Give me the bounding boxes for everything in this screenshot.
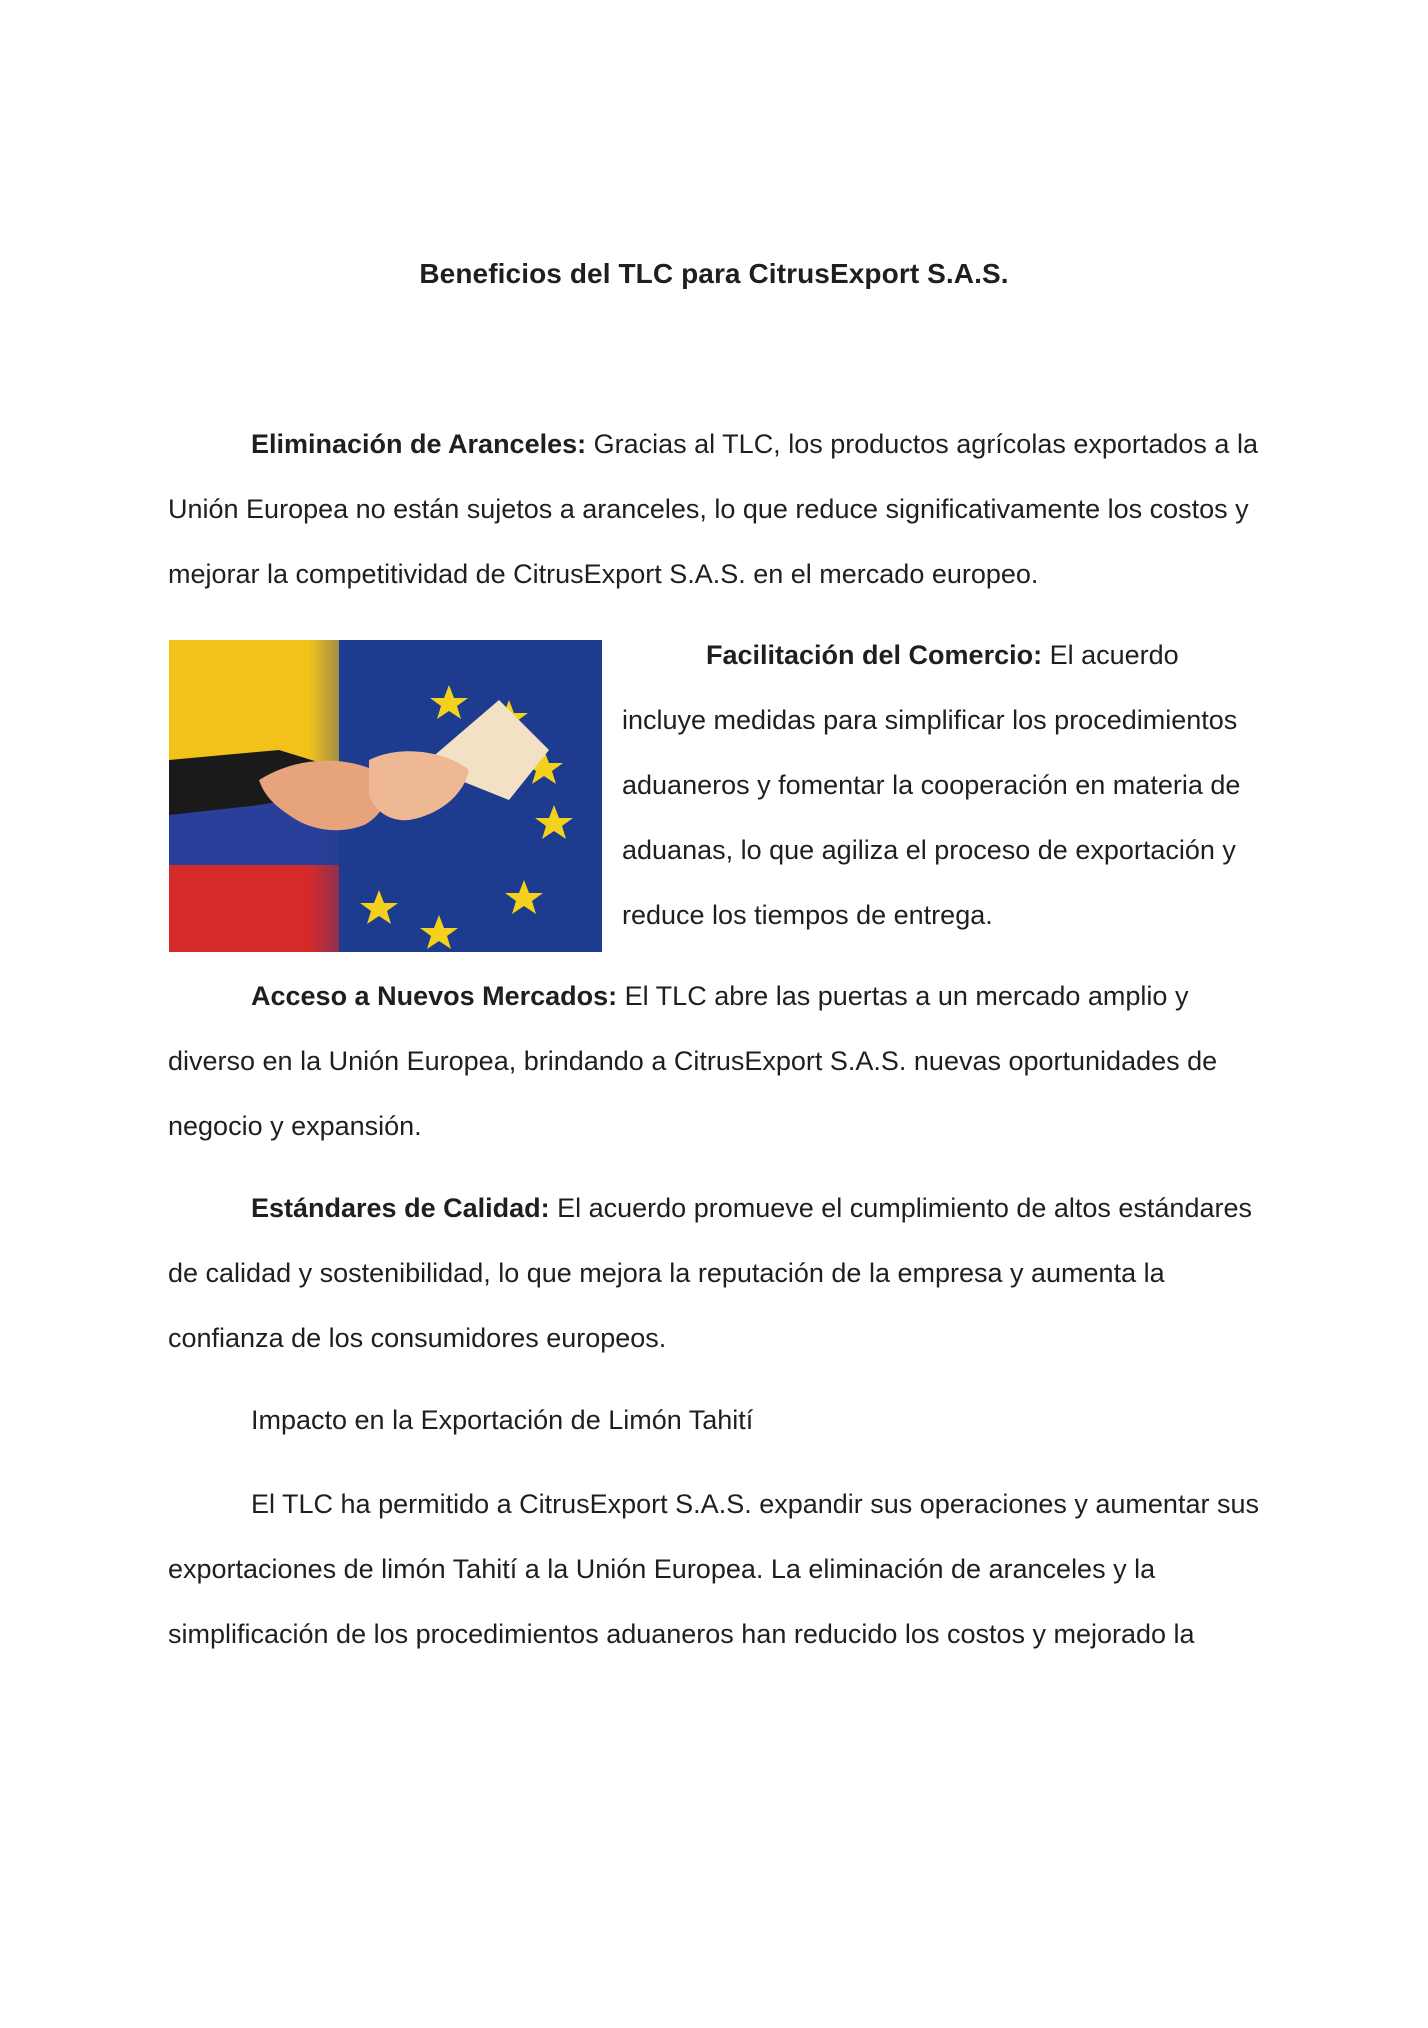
paragraph-mercados: [168, 964, 1268, 1159]
paragraph-impacto: El TLC ha permitido a CitrusExport S.A.S. expandir sus operaciones y aumentar sus exportaciones de limón Tahití a la Unión Europea. La eliminación de aranceles y la simplificación de los procedimientos aduaneros han reducido los costos y mejorado la: [168, 1489, 1259, 1649]
paragraph-lead: Estándares de Calidad:: [251, 1193, 550, 1223]
paragraph-aranceles: [168, 412, 1268, 607]
paragraph-text: El acuerdo: [1042, 640, 1179, 670]
page-title: Beneficios del TLC para CitrusExport S.A.S.: [419, 258, 1009, 289]
paragraph-text: incluye medidas para simplificar los procedimientos aduaneros y fomentar la cooperación en materia de aduanas, lo que agiliza el proceso de exportación y reduce los tiempos de entrega.: [622, 705, 1241, 930]
handshake-icon: [169, 640, 602, 952]
paragraph-text: El acuerdo promueve el cumplimiento de altos estándares de calidad y sostenibilidad, lo que mejora la reputación de la empresa y aumenta la confianza de los consumidores europeos.: [168, 1193, 1252, 1353]
paragraph-calidad: [168, 1176, 1268, 1371]
paragraph-lead: Eliminación de Aranceles:: [251, 429, 587, 459]
paragraph-text: Gracias al TLC, los productos agrícolas exportados a la Unión Europea no están sujetos a aranceles, lo que reduce significativamente los costos y mejorar la competitividad de CitrusExport S.A.S. en el mercado europeo.: [168, 429, 1258, 589]
handshake-flags-image: [169, 640, 602, 952]
paragraph-lead: Facilitación del Comercio:: [706, 640, 1043, 670]
section-heading-impacto: Impacto en la Exportación de Limón Tahití: [251, 1405, 754, 1435]
paragraph-text: El TLC abre las puertas a un mercado amplio y diverso en la Unión Europea, brindando a CitrusExport S.A.S. nuevas oportunidades de negocio y expansión.: [168, 981, 1218, 1141]
paragraph-comercio: [622, 623, 1282, 948]
paragraph-lead: Acceso a Nuevos Mercados:: [251, 981, 618, 1011]
